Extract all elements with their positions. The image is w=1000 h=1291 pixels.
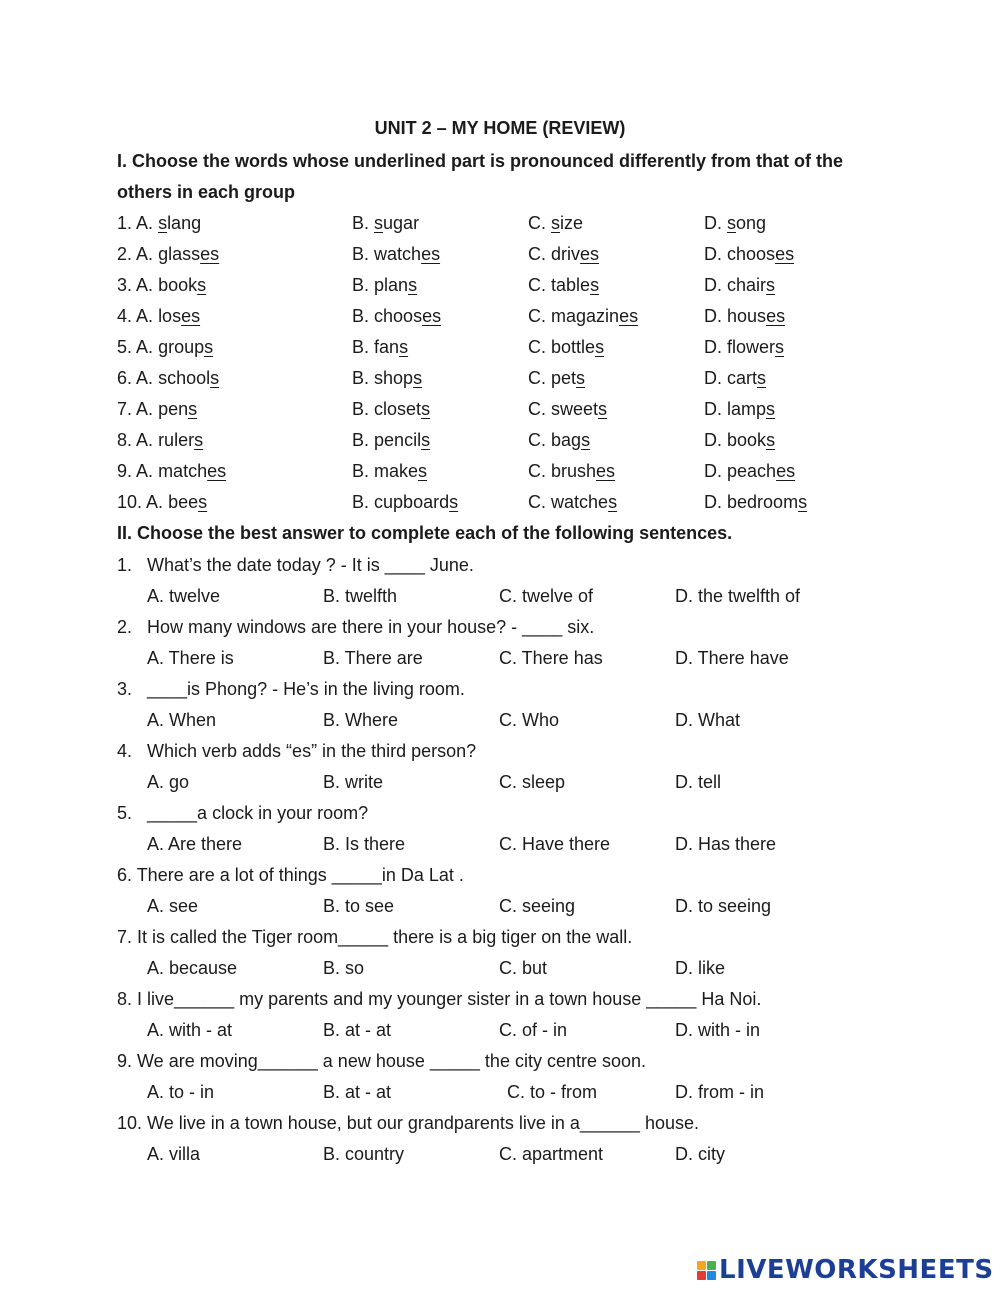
logo-square [707, 1261, 716, 1270]
page-title: UNIT 2 – MY HOME (REVIEW) [374, 118, 626, 138]
underlined-part: s [421, 399, 431, 419]
answer-option[interactable]: D. What [675, 710, 741, 730]
pronunciation-option [704, 456, 795, 487]
option-letter: C. [528, 430, 546, 450]
option-letter: A. [136, 430, 154, 450]
answer-option[interactable]: D. from - in [675, 1082, 765, 1102]
answer-option[interactable]: A. twelve [147, 586, 221, 606]
pronunciation-option [528, 394, 607, 425]
underlined-part: s [408, 275, 418, 295]
pronunciation-option [117, 394, 197, 425]
word-part: chair [727, 275, 767, 295]
underlined-part: es [580, 244, 600, 264]
answer-option[interactable]: D. to seeing [675, 896, 772, 916]
option-letter: C. [528, 213, 546, 233]
option-letter: D. [704, 399, 722, 419]
answer-option[interactable]: D. There have [675, 648, 789, 668]
option-letter: C. [528, 244, 546, 264]
pronunciation-option [704, 363, 766, 394]
pronunciation-option [704, 425, 775, 456]
option-letter: B. [352, 244, 370, 264]
word-part: magazin [551, 306, 620, 326]
underlined-part: es [766, 306, 786, 326]
answer-option[interactable]: D. Has there [675, 834, 777, 854]
word-part: ong [736, 213, 767, 233]
item-number: 4. [117, 306, 133, 326]
question-1 [117, 550, 474, 581]
underlined-part: s [766, 430, 776, 450]
word-part: watche [551, 492, 609, 512]
word-part: bottle [551, 337, 596, 357]
logo-square [707, 1271, 716, 1280]
option-letter: B. [352, 399, 370, 419]
answer-option[interactable]: A. Are there [147, 834, 243, 854]
underlined-part: s [210, 368, 220, 388]
word-part: brush [551, 461, 597, 481]
answer-option[interactable]: B. write [323, 772, 384, 792]
item-number: 5. [117, 337, 133, 357]
option-letter: D. [704, 275, 722, 295]
pronunciation-option [528, 456, 615, 487]
underlined-part: s [421, 430, 431, 450]
underlined-part: s [581, 430, 591, 450]
underlined-part: s [204, 337, 214, 357]
word-part: book [727, 430, 767, 450]
answer-option[interactable]: B. at - at [323, 1020, 392, 1040]
question-number: 4. [117, 741, 133, 761]
question-text: 6. There are a lot of things _____in Da Lat . [117, 865, 464, 885]
pronunciation-row [117, 301, 897, 332]
option-letter: D. [704, 244, 722, 264]
pronunciation-option [528, 363, 585, 394]
underlined-part: es [619, 306, 639, 326]
answer-option[interactable]: B. to see [323, 896, 395, 916]
word-part: match [158, 461, 208, 481]
pronunciation-option [528, 425, 590, 456]
word-part: pencil [374, 430, 422, 450]
question-text: Which verb adds “es” in the third person? [147, 741, 477, 761]
word-part: pet [551, 368, 577, 388]
option-letter: A. [136, 275, 154, 295]
option-letter: B. [352, 306, 370, 326]
logo-square [697, 1261, 706, 1270]
underlined-part: s [798, 492, 808, 512]
section1-heading-line1: I. Choose the words whose underlined part is pronounced differently from that of the [117, 151, 844, 171]
underlined-part: es [181, 306, 201, 326]
word-part: table [551, 275, 591, 295]
item-number: 9. [117, 461, 133, 481]
underlined-part: s [727, 213, 737, 233]
answer-option[interactable]: C. of - in [499, 1020, 568, 1040]
pronunciation-option [352, 456, 427, 487]
pronunciation-row [117, 332, 897, 363]
question-5 [117, 798, 368, 829]
option-letter: A. [136, 399, 154, 419]
option-letter: D. [704, 492, 722, 512]
option-letter: A. [136, 337, 154, 357]
item-number: 1. [117, 213, 133, 233]
answer-option[interactable]: D. tell [675, 772, 722, 792]
pronunciation-option [528, 332, 604, 363]
option-letter: A. [136, 244, 154, 264]
pronunciation-row [117, 239, 897, 270]
pronunciation-option [117, 332, 213, 363]
pronunciation-option [352, 270, 417, 301]
pronunciation-row [117, 394, 897, 425]
word-part: school [158, 368, 211, 388]
underlined-part: s [598, 399, 608, 419]
question-number: 3. [117, 679, 133, 699]
word-part: watch [374, 244, 422, 264]
question-7 [117, 922, 632, 953]
question-text: How many windows are there in your house? - ____ six. [147, 617, 595, 637]
word-part: peach [727, 461, 777, 481]
pronunciation-option [704, 301, 785, 332]
word-part: lang [167, 213, 202, 233]
logo-icon [697, 1261, 716, 1280]
pronunciation-option [117, 208, 201, 239]
item-number: 8. [117, 430, 133, 450]
option-letter: C. [528, 492, 546, 512]
underlined-part: s [418, 461, 428, 481]
answer-option[interactable]: C. twelve of [499, 586, 594, 606]
pronunciation-option [704, 239, 794, 270]
question-text: 10. We live in a town house, but our grandparents live in a______ house. [117, 1113, 700, 1133]
option-letter: D. [704, 461, 722, 481]
question-text: 9. We are moving______ a new house _____ the city centre soon. [117, 1051, 647, 1071]
answer-option[interactable]: C. Who [499, 710, 560, 730]
question-8 [117, 984, 761, 1015]
pronunciation-option [352, 425, 430, 456]
question-4 [117, 736, 476, 767]
pronunciation-option [352, 363, 422, 394]
answer-option[interactable]: A. to - in [147, 1082, 215, 1102]
answer-option[interactable]: C. There has [499, 648, 603, 668]
question-6 [117, 860, 464, 891]
option-letter: C. [528, 275, 546, 295]
pronunciation-row [117, 456, 897, 487]
pronunciation-option [352, 332, 408, 363]
word-part: cupboard [374, 492, 450, 512]
pronunciation-row [117, 425, 897, 456]
answer-option[interactable]: C. to - from [507, 1082, 598, 1102]
option-letter: C. [528, 399, 546, 419]
answer-option[interactable]: C. but [499, 958, 548, 978]
underlined-part: s [775, 337, 785, 357]
question-2 [117, 612, 594, 643]
item-number: 3. [117, 275, 133, 295]
pronunciation-row [117, 270, 897, 301]
question-number: 2. [117, 617, 133, 637]
question-10 [117, 1108, 699, 1139]
option-letter: B. [352, 213, 370, 233]
underlined-part: s [576, 368, 586, 388]
pronunciation-option [117, 425, 203, 456]
word-part: closet [374, 399, 422, 419]
underlined-part: es [596, 461, 616, 481]
word-part: driv [551, 244, 581, 264]
underlined-part: s [590, 275, 600, 295]
logo-square [697, 1271, 706, 1280]
underlined-part: es [776, 461, 796, 481]
pronunciation-option [528, 301, 638, 332]
underlined-part: s [197, 275, 207, 295]
question-text: ____is Phong? - He’s in the living room. [147, 679, 465, 699]
item-number: 6. [117, 368, 133, 388]
pronunciation-option [528, 487, 617, 518]
underlined-part: s [374, 213, 384, 233]
question-number: 5. [117, 803, 133, 823]
word-part: glass [158, 244, 201, 264]
underlined-part: es [775, 244, 795, 264]
item-number: 7. [117, 399, 133, 419]
underlined-part: s [413, 368, 423, 388]
option-letter: A. [136, 368, 154, 388]
underlined-part: s [766, 275, 776, 295]
pronunciation-option [704, 394, 775, 425]
option-letter: D. [704, 306, 722, 326]
word-part: bedroom [727, 492, 799, 512]
underlined-part: s [766, 399, 776, 419]
pronunciation-option [352, 394, 430, 425]
option-letter: B. [352, 461, 370, 481]
word-part: hous [727, 306, 767, 326]
answer-option[interactable]: B. at - at [323, 1082, 392, 1102]
answer-option[interactable]: C. apartment [499, 1144, 604, 1164]
answer-option[interactable]: D. the twelfth of [675, 586, 801, 606]
question-text: 8. I live______ my parents and my younger sister in a town house _____ Ha Noi. [117, 989, 762, 1009]
word-part: cart [727, 368, 758, 388]
word-part: shop [374, 368, 414, 388]
answer-option[interactable]: C. Have there [499, 834, 611, 854]
option-letter: C. [528, 306, 546, 326]
option-letter: A. [146, 492, 164, 512]
pronunciation-option [704, 270, 775, 301]
word-part: los [158, 306, 182, 326]
pronunciation-option [528, 208, 583, 239]
pronunciation-option [352, 208, 419, 239]
section1-heading [117, 146, 887, 208]
word-part: choos [374, 306, 423, 326]
pronunciation-option [117, 363, 219, 394]
underlined-part: s [757, 368, 767, 388]
pronunciation-option [704, 487, 807, 518]
word-part: ruler [158, 430, 195, 450]
word-part: ugar [383, 213, 420, 233]
option-letter: D. [704, 213, 722, 233]
pronunciation-option [117, 301, 200, 332]
option-letter: B. [352, 430, 370, 450]
pronunciation-option [352, 239, 440, 270]
answer-option[interactable]: C. sleep [499, 772, 566, 792]
word-part: bag [551, 430, 582, 450]
question-number: 1. [117, 555, 133, 575]
underlined-part: s [595, 337, 605, 357]
word-part: sweet [551, 399, 599, 419]
liveworksheets-logo [697, 1255, 994, 1285]
option-letter: B. [352, 368, 370, 388]
word-part: book [158, 275, 198, 295]
option-letter: B. [352, 337, 370, 357]
logo-text: LIVEWORKSHEETS [719, 1255, 994, 1285]
option-letter: C. [528, 368, 546, 388]
question-text: What’s the date today ? - It is ____ June. [147, 555, 474, 575]
option-letter: D. [704, 430, 722, 450]
section2-heading: II. Choose the best answer to complete each of the following sentences. [117, 523, 733, 543]
answer-option[interactable]: B. Is there [323, 834, 406, 854]
word-part: fan [374, 337, 400, 357]
option-letter: A. [136, 461, 154, 481]
answer-option[interactable]: C. seeing [499, 896, 576, 916]
item-number: 10. [117, 492, 143, 512]
word-part: flower [727, 337, 776, 357]
word-part: bee [168, 492, 199, 512]
pronunciation-option [117, 456, 226, 487]
answer-option[interactable]: B. country [323, 1144, 405, 1164]
word-part: pen [158, 399, 189, 419]
option-letter: D. [704, 368, 722, 388]
answer-option[interactable]: A. with - at [147, 1020, 233, 1040]
word-part: plan [374, 275, 409, 295]
word-part: choos [727, 244, 776, 264]
underlined-part: s [198, 492, 208, 512]
word-part: make [374, 461, 419, 481]
pronunciation-option [704, 208, 766, 239]
option-letter: B. [352, 492, 370, 512]
pronunciation-option [117, 487, 207, 518]
answer-option[interactable]: A. villa [147, 1144, 201, 1164]
question-9 [117, 1046, 646, 1077]
question-text: _____a clock in your room? [147, 803, 369, 823]
answer-option[interactable]: B. twelfth [323, 586, 398, 606]
answer-option[interactable]: A. When [147, 710, 217, 730]
pronunciation-option [704, 332, 784, 363]
underlined-part: s [399, 337, 409, 357]
underlined-part: s [608, 492, 618, 512]
option-letter: C. [528, 337, 546, 357]
word-part: ize [560, 213, 584, 233]
underlined-part: es [200, 244, 220, 264]
option-letter: C. [528, 461, 546, 481]
option-letter: A. [136, 306, 154, 326]
pronunciation-row [117, 208, 897, 239]
underlined-part: s [551, 213, 561, 233]
underlined-part: s [449, 492, 459, 512]
answer-option[interactable]: A. because [147, 958, 238, 978]
pronunciation-option [352, 301, 441, 332]
answer-option[interactable]: B. Where [323, 710, 399, 730]
answer-option[interactable]: D. with - in [675, 1020, 761, 1040]
pronunciation-option [117, 239, 219, 270]
question-text: 7. It is called the Tiger room_____ there is a big tiger on the wall. [117, 927, 633, 947]
pronunciation-row [117, 487, 897, 518]
pronunciation-option [117, 270, 206, 301]
question-3 [117, 674, 465, 705]
answer-option[interactable]: A. There is [147, 648, 234, 668]
answer-option[interactable]: B. so [323, 958, 365, 978]
pronunciation-option [528, 239, 599, 270]
item-number: 2. [117, 244, 133, 264]
pronunciation-row [117, 363, 897, 394]
answer-option[interactable]: B. There are [323, 648, 423, 668]
answer-option[interactable]: D. city [675, 1144, 726, 1164]
option-letter: B. [352, 275, 370, 295]
underlined-part: s [158, 213, 168, 233]
underlined-part: s [194, 430, 204, 450]
answer-option[interactable]: D. like [675, 958, 726, 978]
option-letter: A. [136, 213, 154, 233]
underlined-part: es [421, 244, 441, 264]
option-letter: D. [704, 337, 722, 357]
pronunciation-option [528, 270, 599, 301]
answer-option[interactable]: A. see [147, 896, 199, 916]
underlined-part: s [188, 399, 198, 419]
word-part: lamp [727, 399, 767, 419]
pronunciation-option [352, 487, 458, 518]
underlined-part: es [207, 461, 227, 481]
answer-option[interactable]: A. go [147, 772, 190, 792]
word-part: group [158, 337, 205, 357]
underlined-part: es [422, 306, 442, 326]
section1-heading-line2: others in each group [117, 182, 296, 202]
